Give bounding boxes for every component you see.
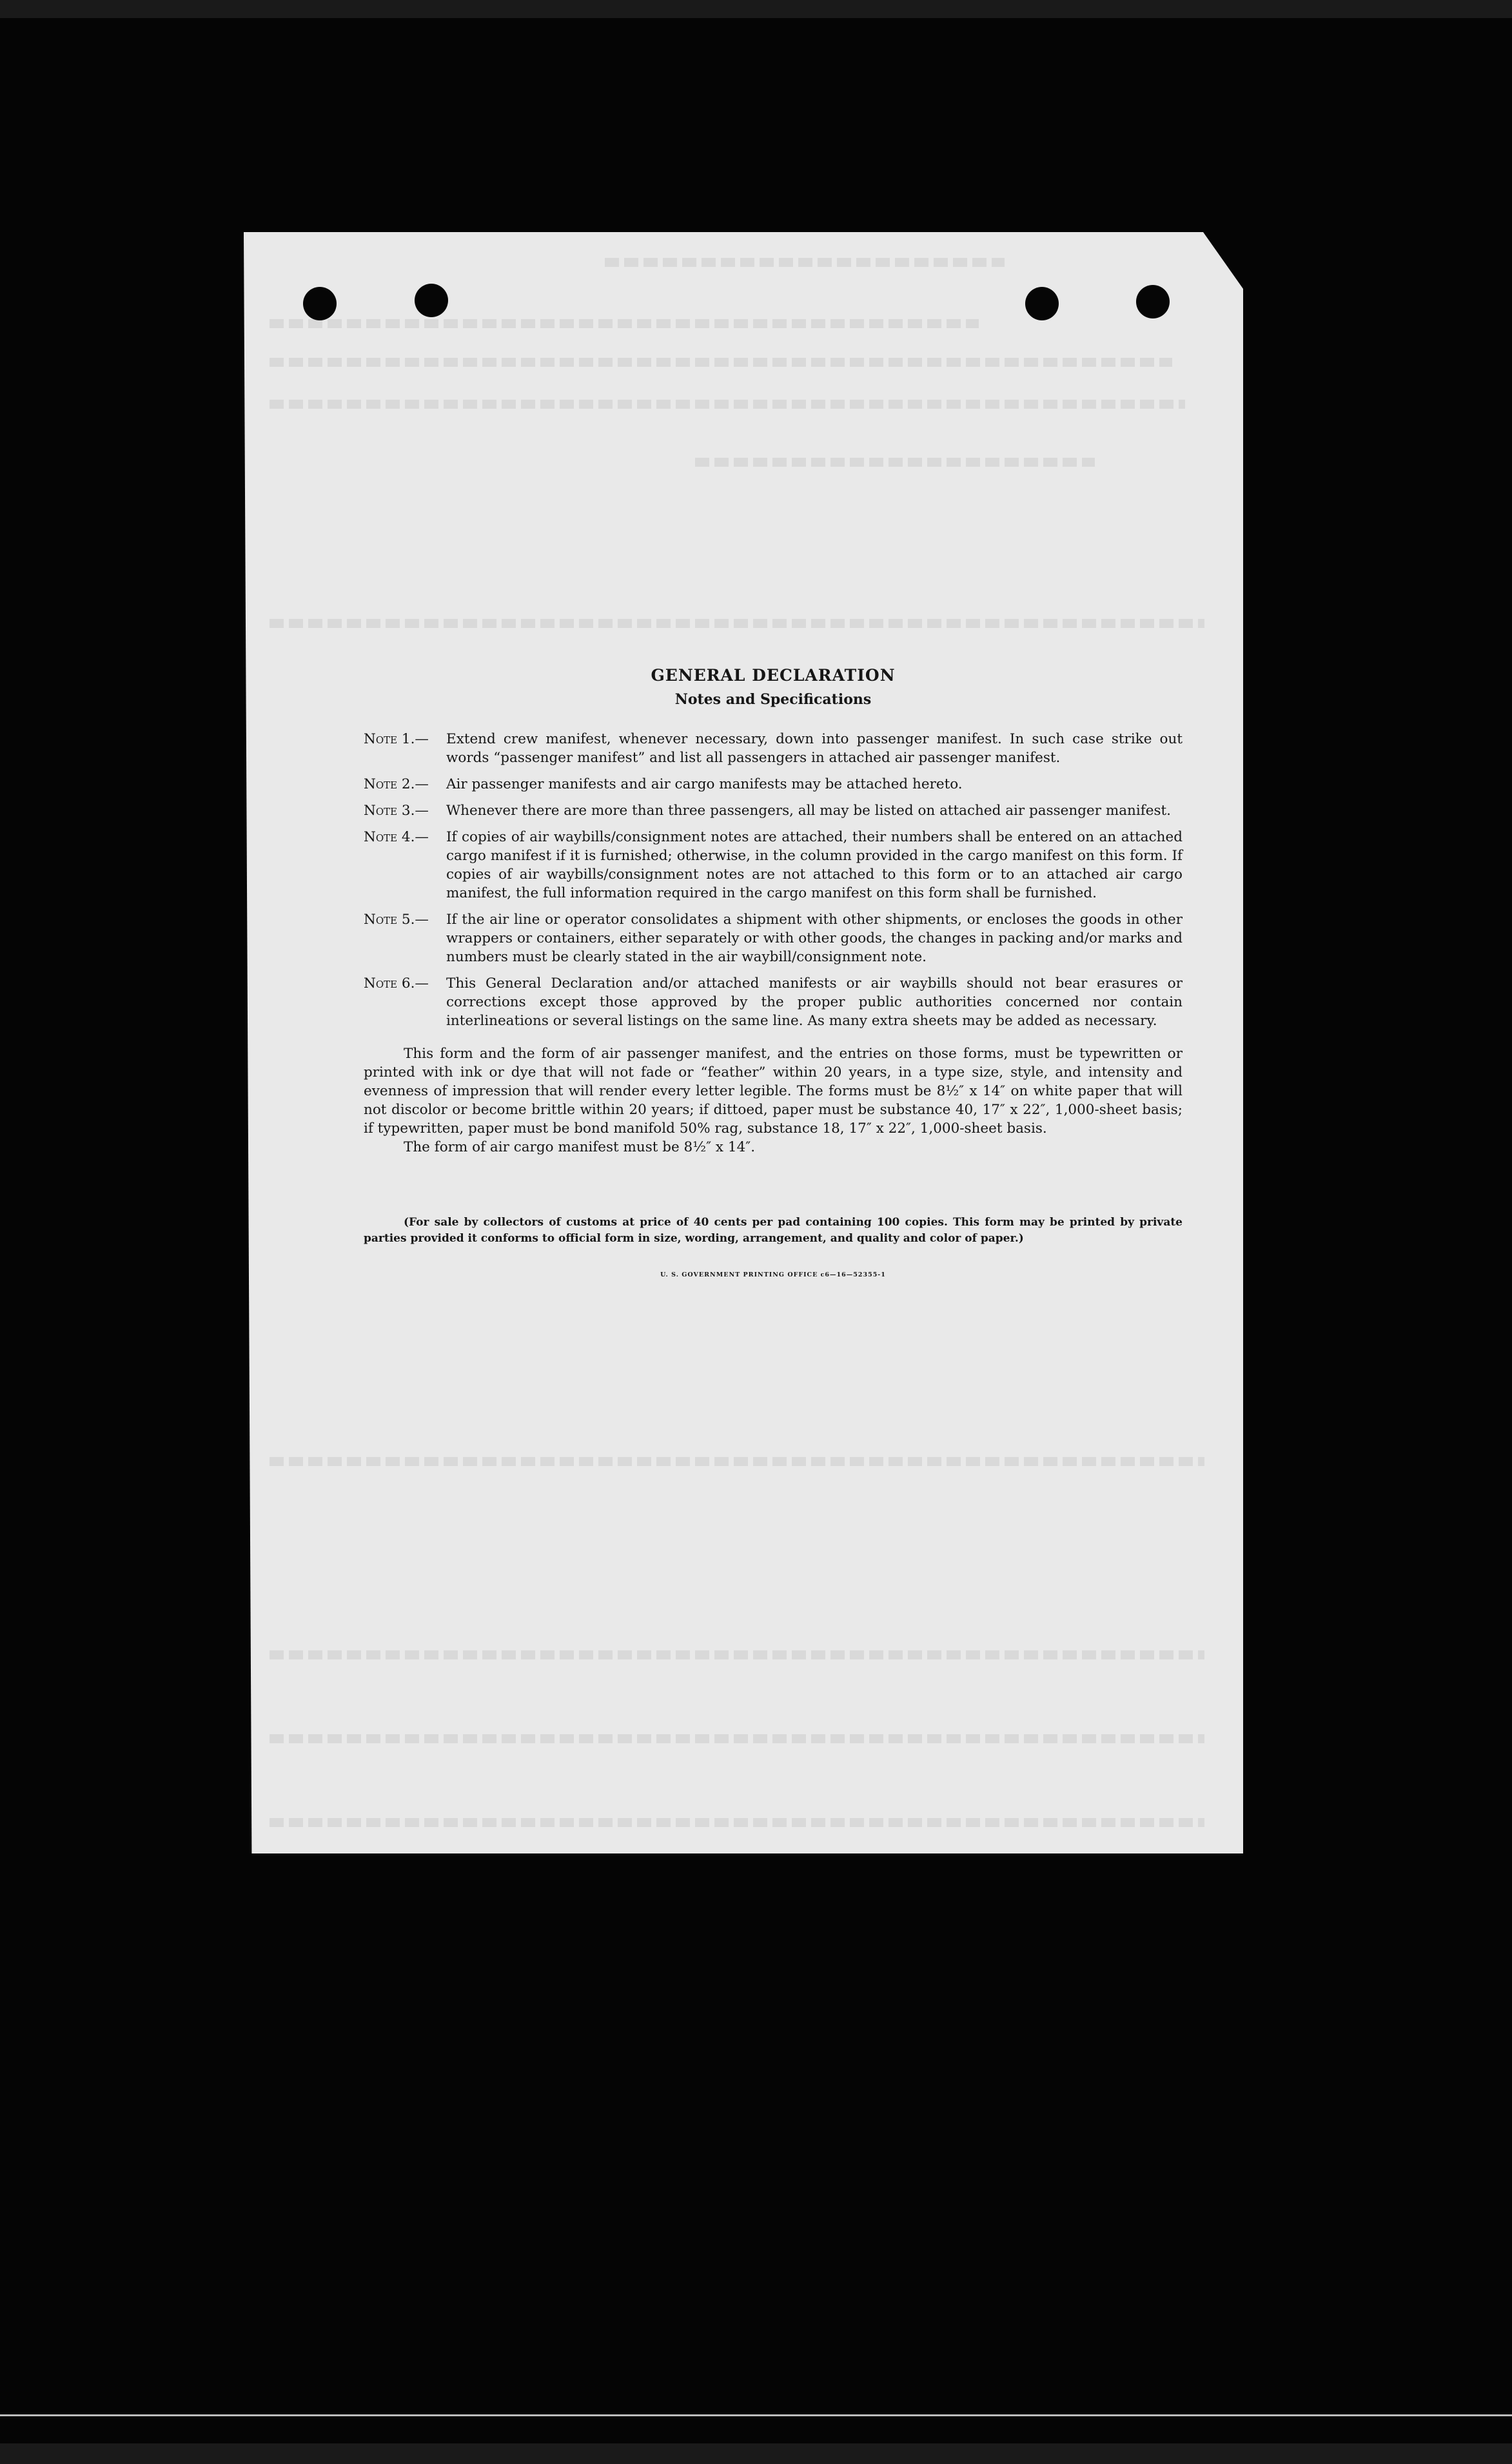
bleed-through-text <box>270 400 1185 409</box>
bleed-through-text <box>270 1818 1204 1827</box>
bleed-through-text <box>270 1650 1204 1659</box>
note-6 <box>364 974 1183 1030</box>
note-label: Note 2.— <box>364 776 429 792</box>
cargo-manifest-size: The form of air cargo manifest must be 8½″ x 14″. <box>404 1139 756 1155</box>
bleed-through-text <box>270 619 1204 628</box>
note-label: Note 5.— <box>364 912 429 928</box>
note-2 <box>364 775 1183 794</box>
note-text: This General Declaration and/or attached manifests or air waybills should not bear erasures or corrections except those approved by the proper public authorities concerned nor contain interlineations or several listings on the same line. As many extra sheets may be added as necessary. <box>446 975 1183 1029</box>
bleed-through-text <box>270 1734 1204 1743</box>
scan-border-bottom <box>0 2443 1512 2464</box>
bleed-through-text <box>270 1457 1204 1466</box>
bleed-through-text <box>270 319 979 328</box>
note-label: Note 4.— <box>364 829 429 845</box>
note-label: Note 6.— <box>364 975 429 992</box>
document-subtitle: Notes and Specifications <box>674 691 872 708</box>
note-text: If copies of air waybills/consignment notes are attached, their numbers shall be entered on an attached cargo manifest if it is furnished; otherwise, in the column provided in the cargo manifest on this form. If copies of air waybills/consignment notes are not attached to this form or to an attached air cargo manifest, the full information required in the cargo manifest on this form shall be furnished. <box>446 829 1183 901</box>
bleed-through-text <box>695 458 1095 467</box>
sale-notice: (For sale by collectors of customs at price of 40 cents per pad containing 100 copies. This form may be printed by private parties provided it conforms to official form in size, wording, arrangement, and quality and color of paper.) <box>364 1216 1183 1245</box>
note-4 <box>364 828 1183 903</box>
printer-imprint: U. S. GOVERNMENT PRINTING OFFICE c6—16—52355-1 <box>660 1271 886 1278</box>
punch-hole-left-2 <box>415 284 448 317</box>
note-5 <box>364 910 1183 966</box>
note-label: Note 3.— <box>364 803 429 819</box>
note-3 <box>364 801 1183 820</box>
note-text: Whenever there are more than three passengers, all may be listed on attached air passenger manifest. <box>446 803 1171 819</box>
note-text: Extend crew manifest, whenever necessary, down into passenger manifest. In such case strike out words “passenger manifest” and list all passengers in attached air passenger manifest. <box>446 731 1183 766</box>
note-text: If the air line or operator consolidates a shipment with other shipments, or encloses the goods in other wrappers or containers, either separately or with other goods, the changes in packing and/or marks and numbers must be clearly stated in the air waybill/consignment note. <box>446 912 1183 965</box>
punch-hole-right-1 <box>1025 287 1059 320</box>
punch-hole-right-2 <box>1136 285 1170 318</box>
scan-line-bottom <box>0 2414 1512 2416</box>
note-text: Air passenger manifests and air cargo manifests may be attached hereto. <box>446 776 963 792</box>
note-1 <box>364 730 1183 767</box>
note-label: Note 1.— <box>364 731 429 747</box>
form-specifications: This form and the form of air passenger manifest, and the entries on those forms, must be typewritten or printed with ink or dye that will not fade or “feather” within 20 years, in a type size, style, and intensity and evenness of impression that will render every letter legible. The forms must be 8½″ x 14″ on white paper that will not discolor or become brittle within 20 years; if dittoed, paper must be substance 40, 17″ x 22″, 1,000-sheet basis; if typewritten, paper must be bond manifold 50% rag, substance 18, 17″ x 22″, 1,000-sheet basis. <box>364 1046 1183 1137</box>
declaration-content <box>364 666 1183 1278</box>
document-title: GENERAL DECLARATION <box>651 666 896 685</box>
punch-hole-left-1 <box>303 287 337 320</box>
bleed-through-text <box>605 258 1005 267</box>
scan-border-top <box>0 0 1512 18</box>
bleed-through-text <box>270 358 1172 367</box>
